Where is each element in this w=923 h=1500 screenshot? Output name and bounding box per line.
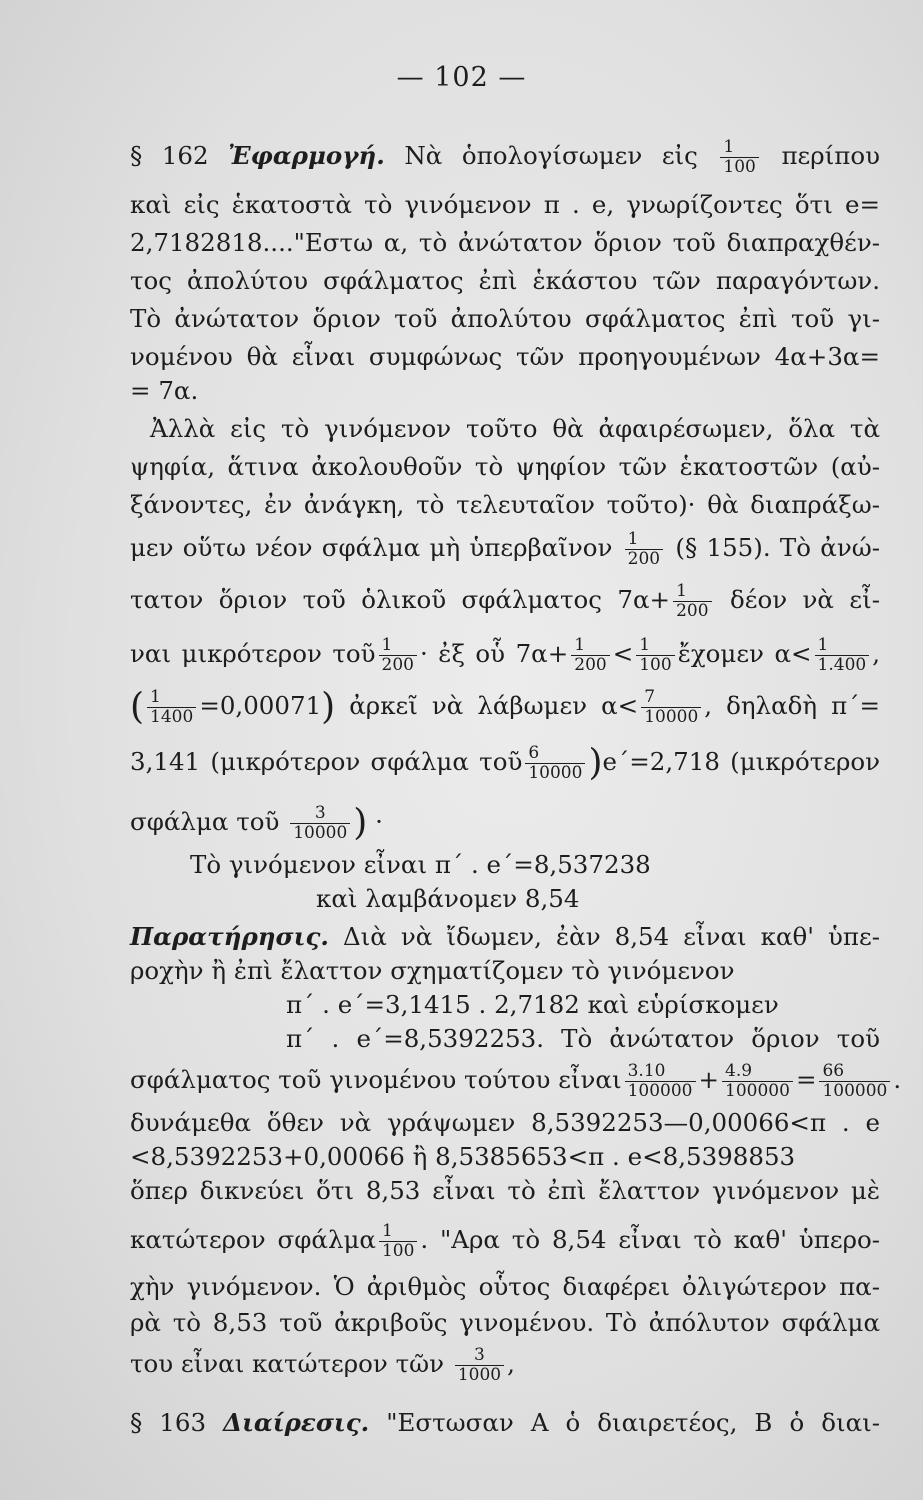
text-run: < (612, 639, 634, 668)
text-line (130, 1108, 880, 1138)
text-run: § 162 (130, 141, 229, 170)
fraction-denominator: 1.400 (815, 655, 870, 675)
text-line (130, 922, 880, 952)
text-line (130, 452, 880, 482)
fraction (571, 636, 609, 675)
text-run: καὶ λαμβάνομεν 8,54 (316, 884, 580, 913)
text-line (130, 1176, 880, 1206)
text-run: ) (321, 686, 336, 728)
text-line (130, 636, 880, 675)
text-line (130, 342, 880, 372)
fraction-denominator: 1400 (147, 707, 196, 727)
text-line (130, 1061, 902, 1101)
text-run: τος ἀπολύτου σφάλματος ἐπὶ ἑκάστου τῶν παραγόντων. (130, 266, 880, 295)
fraction (379, 636, 417, 675)
text-run: = (795, 1065, 817, 1094)
text-run: ἀρκεῖ νὰ λάβωμεν α< (335, 691, 639, 720)
fraction-numerator: 1 (381, 635, 393, 655)
text-run: χὴν γινόμενον. Ὁ ἀριθμὸς οὗτος διαφέρει ὀλιγώτερον πα- (130, 1272, 880, 1301)
text-line (130, 1346, 880, 1385)
fraction-numerator: 1 (817, 635, 829, 655)
section-heading: Διαίρεσις. (223, 1408, 370, 1437)
fraction-denominator: 200 (571, 655, 609, 675)
text-run: καὶ εἰς ἑκατοστὰ τὸ γινόμενον π . e, γνωρίζοντες ὅτι e= (130, 190, 880, 219)
text-line (130, 1408, 880, 1438)
text-line (130, 530, 880, 569)
text-line (130, 956, 880, 986)
text-line (130, 688, 880, 727)
text-run: κατώτερον σφάλμα (130, 1225, 376, 1254)
text-line (130, 744, 880, 783)
text-run: ροχὴν ἢ ἐπὶ ἔλαττον σχηματίζομεν τὸ γινόμενον (130, 956, 735, 985)
text-line (130, 190, 880, 220)
fraction (636, 636, 674, 675)
fraction-denominator: 200 (379, 655, 417, 675)
fraction-numerator: 3 (314, 803, 326, 823)
fraction-numerator: 1 (574, 635, 586, 655)
fraction-denominator: 100 (720, 157, 758, 177)
fraction (625, 530, 663, 569)
text-run: ὅπερ δικνεύει ὅτι 8,53 εἶναι τὸ ἐπὶ ἔλαττον γινόμενον μὲ (130, 1176, 880, 1205)
fraction (625, 1062, 696, 1101)
fraction (722, 1062, 793, 1101)
text-run: · (367, 807, 383, 836)
text-run: ξάνοντες, ἐν ἀνάγκη, τὸ τελευταῖον τοῦτο)· θὰ διαπράξω- (130, 490, 880, 519)
text-line (130, 266, 880, 296)
text-run: e΄=2,718 (μικρότερον (602, 747, 880, 776)
section-heading: Ἐφαρμογή. (228, 141, 385, 170)
fraction-denominator: 10000 (525, 763, 585, 783)
text-line (130, 1222, 880, 1261)
text-run: , δηλαδὴ π΄= (704, 691, 880, 720)
fraction (815, 636, 870, 675)
text-run: Τὸ ἀνώτατον ὅριον τοῦ ἀπολύτου σφάλματος ἐπὶ τοῦ γι- (130, 304, 880, 333)
fraction (147, 688, 196, 727)
text-run: 2,7182818...."Εστω α, τὸ ἀνώτατον ὅριον τοῦ διαπραχθέν- (130, 228, 880, 257)
text-run: σφάλμα τοῦ (130, 807, 288, 836)
text-run: Ἀλλὰ εἰς τὸ γινόμενον τοῦτο θὰ ἀφαιρέσωμεν, ὅλα τὰ (150, 414, 880, 443)
text-line (150, 414, 880, 444)
fraction-denominator: 10000 (641, 707, 701, 727)
fraction-denominator: 100000 (625, 1081, 696, 1101)
text-run: μεν οὕτω νέον σφάλμα μὴ ὑπερβαῖνον (130, 533, 622, 562)
text-run: = 7α. (130, 376, 199, 405)
text-line (130, 490, 880, 520)
text-run: § 163 (130, 1408, 224, 1437)
text-line (130, 1308, 880, 1338)
fraction-denominator: 100 (379, 1241, 417, 1261)
section-heading: Παρατήρησις. (130, 922, 329, 951)
text-run: ἔχομεν α< (677, 639, 812, 668)
text-run: "Εστωσαν Α ὁ διαιρετέος, Β ὁ διαι- (369, 1408, 880, 1437)
fraction-numerator: 1 (381, 1221, 393, 1241)
text-run: τατον ὅριον τοῦ ὁλικοῦ σφάλματος 7α+ (130, 585, 671, 614)
text-run: ) (588, 742, 603, 784)
text-run: π΄ . e΄=3,1415 . 2,7182 καὶ εὑρίσκομεν (286, 990, 779, 1019)
text-run: , (872, 639, 880, 668)
text-line (316, 884, 876, 914)
text-run: · ἐξ οὗ 7α+ (420, 639, 569, 668)
text-line (130, 304, 880, 334)
fraction-numerator: 1 (676, 581, 687, 601)
text-run: 3,141 (μικρότερον σφάλμα τοῦ (130, 747, 523, 776)
text-run: νομένου θὰ εἶναι συμφώνως τῶν προηγουμένων 4α+3α= (130, 342, 880, 371)
text-line (286, 1024, 880, 1054)
text-run: <8,5392253+0,00066 ἢ 8,5385653<π . e<8,5398853 (130, 1142, 796, 1171)
fraction-numerator: 1 (150, 687, 161, 707)
text-line (130, 138, 880, 177)
text-run: ψηφία, ἅτινα ἀκολουθοῦν τὸ ψηφίον τῶν ἑκατοστῶν (αὐ- (130, 452, 880, 481)
text-run: . "Αρα τὸ 8,54 εἶναι τὸ καθ' ὑπερο- (420, 1225, 880, 1254)
text-run: του εἶναι κατώτερον τῶν (130, 1349, 452, 1378)
fraction-denominator: 100 (636, 655, 674, 675)
fraction (720, 138, 758, 177)
fraction-numerator: 3.10 (627, 1061, 666, 1081)
fraction-denominator: 100000 (819, 1081, 890, 1101)
fraction-denominator: 200 (673, 601, 711, 621)
text-run: (§ 155). Τὸ ἀνώ- (666, 533, 880, 562)
fraction (290, 804, 350, 843)
fraction-numerator: 1 (639, 635, 651, 655)
text-run: περίπου (761, 141, 881, 170)
fraction-denominator: 100000 (722, 1081, 793, 1101)
text-line (130, 804, 880, 843)
text-line (130, 1142, 880, 1172)
fraction-numerator: 7 (644, 687, 656, 707)
fraction-numerator: 6 (528, 743, 540, 763)
text-line (130, 582, 880, 621)
text-run: =0,00071 (199, 691, 322, 720)
text-run: δέον νὰ εἶ- (714, 585, 880, 614)
fraction-numerator: 1 (627, 529, 639, 549)
text-line (130, 376, 880, 406)
fraction (673, 582, 711, 621)
fraction-denominator: 1000 (455, 1365, 504, 1385)
text-line (286, 990, 876, 1020)
text-run: + (698, 1065, 720, 1094)
text-run: ναι μικρότερον τοῦ (130, 639, 376, 668)
text-run: Διὰ νὰ ἴδωμεν, ἐὰν 8,54 εἶναι καθ' ὑπε- (328, 922, 880, 951)
text-run: ρὰ τὸ 8,53 τοῦ ἀκριβοῦς γινομένου. Τὸ ἀπόλυτον σφάλμα (130, 1308, 880, 1337)
fraction-denominator: 10000 (290, 823, 350, 843)
fraction (455, 1346, 504, 1385)
page-number: — 102 — (396, 62, 527, 93)
fraction (819, 1062, 890, 1101)
fraction-denominator: 200 (625, 549, 663, 569)
text-run: , (507, 1349, 515, 1378)
text-run: δυνάμεθα ὅθεν νὰ γράψωμεν 8,5392253—0,00066<π . e (130, 1108, 880, 1137)
fraction (379, 1222, 417, 1261)
fraction-numerator: 3 (474, 1345, 485, 1365)
fraction (641, 688, 701, 727)
text-line (190, 850, 880, 880)
fraction-numerator: 66 (822, 1061, 845, 1081)
text-line (130, 1272, 880, 1302)
fraction (525, 744, 585, 783)
text-line (130, 228, 880, 258)
text-run: π΄ . e΄=8,5392253. Τὸ ἀνώτατον ὅριον τοῦ (286, 1024, 880, 1053)
text-run: ) (353, 802, 368, 844)
text-run: ( (130, 686, 145, 728)
text-run: . (893, 1065, 902, 1094)
fraction-numerator: 1 (723, 137, 735, 157)
text-run: Τὸ γινόμενον εἶναι π΄ . e΄=8,537238 (190, 850, 651, 879)
fraction-numerator: 4.9 (725, 1061, 753, 1081)
text-run: Νὰ ὁπολογίσωμεν εἰς (384, 141, 718, 170)
text-run: σφάλματος τοῦ γινομένου τούτου εἶναι (130, 1065, 622, 1094)
